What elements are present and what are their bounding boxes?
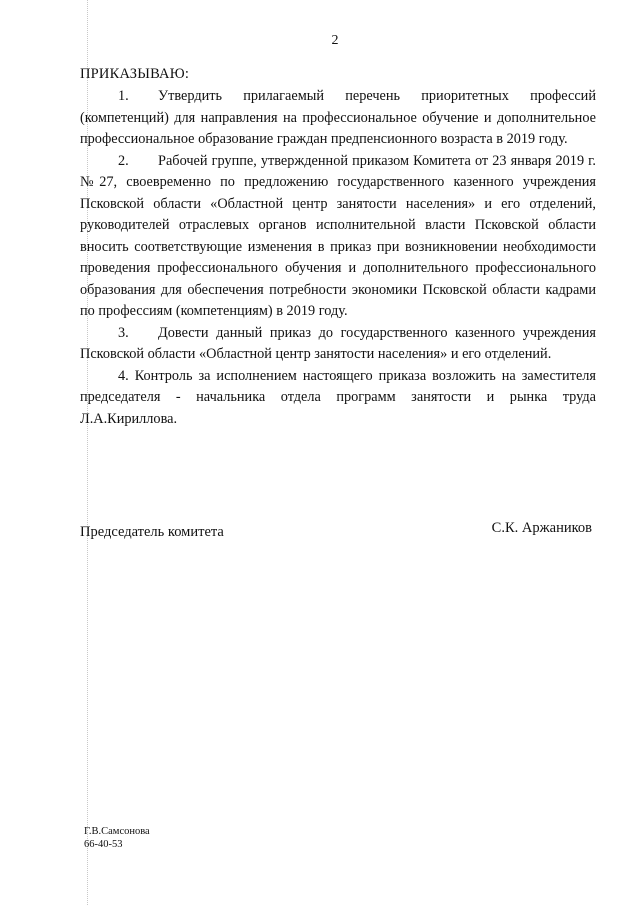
order-item-4 <box>80 366 596 431</box>
executor-info <box>84 825 150 851</box>
order-item-text: Довести данный приказ до государственного казенного учреждения Псковской области «Областной центр занятости населения» и его отделений. <box>80 324 596 362</box>
order-item-number: 2. <box>118 152 129 169</box>
order-item-number: 4. <box>118 367 129 384</box>
executor-name: Г.В.Самсонова <box>84 826 150 837</box>
order-item-1 <box>80 86 596 151</box>
order-item-number: 1. <box>118 88 129 104</box>
signatory-title: Председатель комитета <box>80 524 224 540</box>
order-item-3 <box>80 323 596 366</box>
order-item-text: Утвердить прилагаемый перечень приоритетных профессий (компетенций) для направления на профессиональное обучение и дополнительное профессиональное образование граждан предпенсионного возраста в 2019 году. <box>80 88 596 147</box>
order-item-text: Рабочей группе, утвержденной приказом Комитета от 23 января 2019 г. №27, своевременно по предложению государственного казенного учреждения Псковской области «Областной центр занятости населения» и его отделений, руководителей отраслевых органов исполнительной власти Псковской области вносить соответствующие изменения в приказ при возникновении необходимости проведения профессионального обучения и дополнительного профессионального образования для обеспечения потребности экономики Псковской области кадрами по профессиям (компетенциям) в 2019 году. <box>80 152 596 319</box>
signature-block <box>80 520 596 546</box>
order-heading: ПРИКАЗЫВАЮ: <box>80 66 190 82</box>
signatory-name: С.К. Аржаников <box>491 520 592 536</box>
order-item-2 <box>80 151 596 323</box>
order-item-text: Контроль за исполнением настоящего приказа возложить на заместителя председателя - начальника отдела программ занятости и рынка труда Л.А.Кириллова. <box>80 367 596 427</box>
executor-phone: 66-40-53 <box>84 839 123 850</box>
order-body <box>80 86 596 430</box>
page-number: 2 <box>331 33 339 48</box>
order-item-number: 3. <box>118 324 129 341</box>
